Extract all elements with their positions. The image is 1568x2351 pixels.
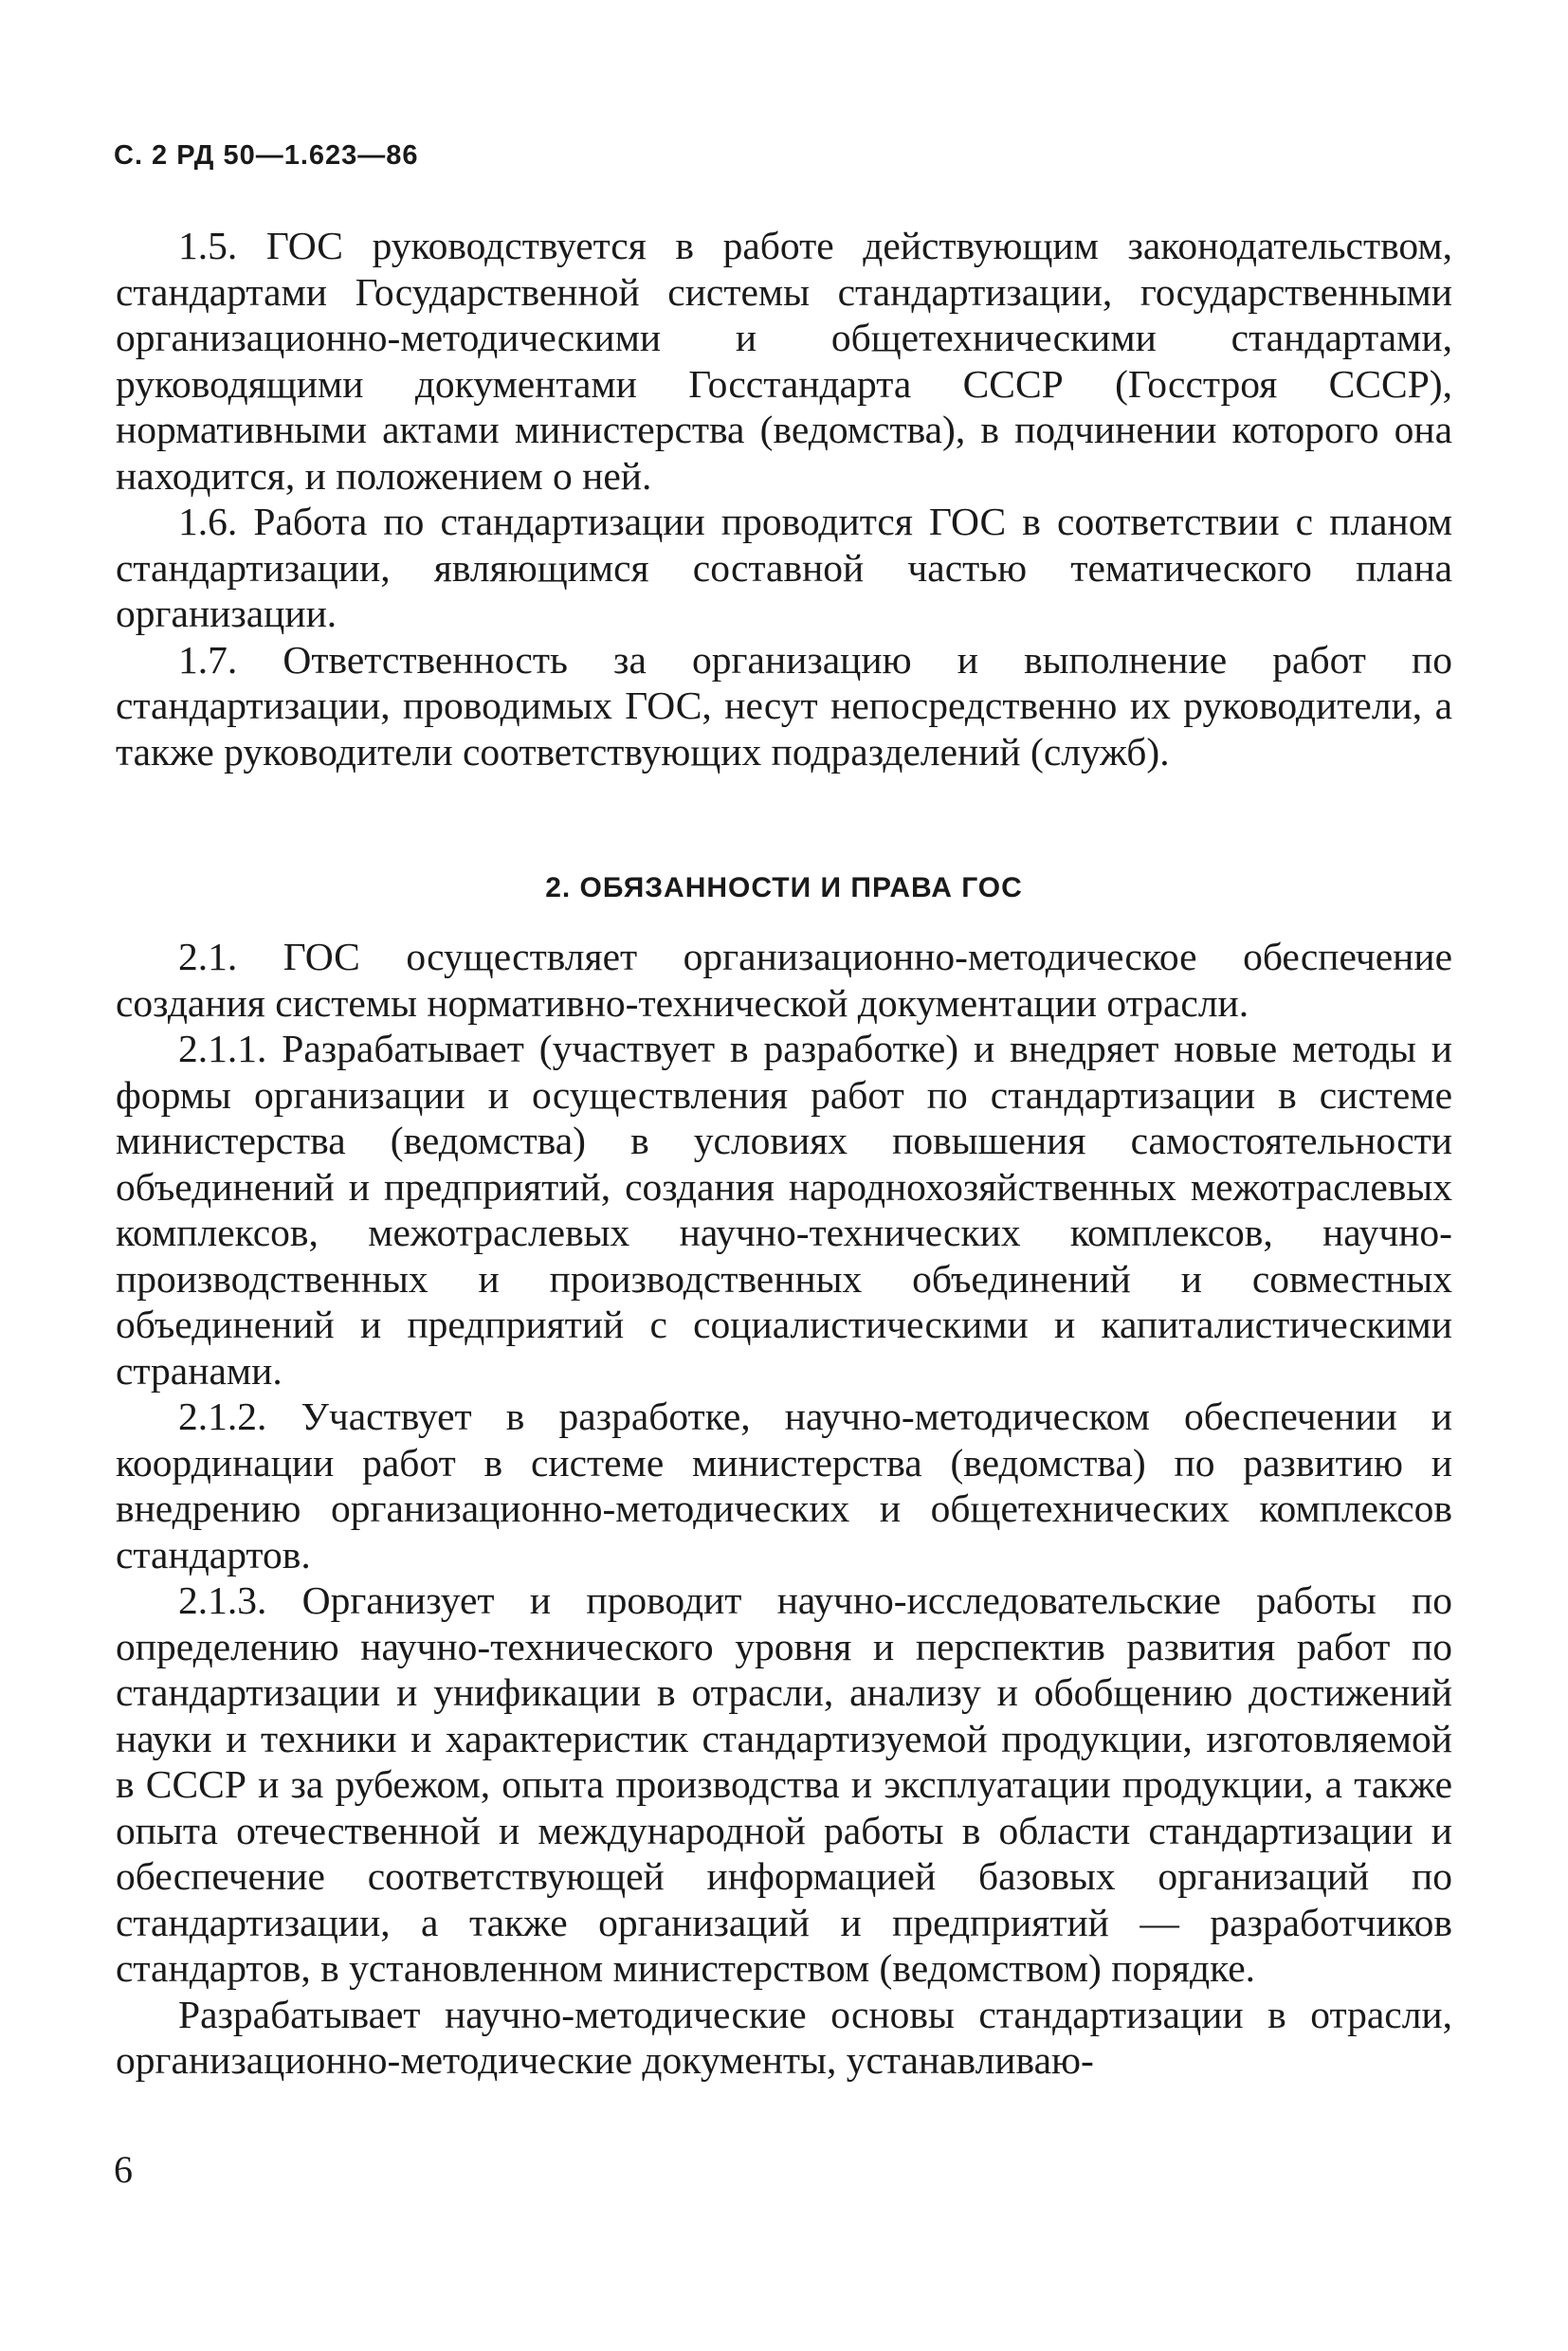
paragraph-continuation: Разрабатывает научно-методические основы стандартизации в отрасли, организационно-методические документы, устанавливаю- <box>116 1992 1452 2082</box>
text-block-section-1 <box>116 223 1452 775</box>
page-header: С. 2 РД 50—1.623—86 <box>114 140 419 171</box>
paragraph-1-5: 1.5. ГОС руководствуется в работе действующим законодательством, стандартами Государственной системы стандартизации, государственными организационно-методическими и общетехническими стандартами, руководящими документами Госстандарта СССР (Госстроя СССР), нормативными актами министерства (ведомства), в подчинении которого она находится, и положением о ней. <box>116 224 1452 498</box>
text-block-section-2 <box>116 934 1452 2084</box>
paragraph-1-7: 1.7. Ответственность за организацию и выполнение работ по стандартизации, проводимых ГОС, несут непосредственно их руководители, а также руководители соответствующих подразделений (служб). <box>116 637 1452 774</box>
paragraph-2-1-2: 2.1.2. Участвует в разработке, научно-методическом обеспечении и координации работ в системе министерства (ведомства) по развитию и внедрению организационно-методических и общетехнических комплексов стандартов. <box>116 1394 1452 1576</box>
paragraph-2-1-1: 2.1.1. Разрабатывает (участвует в разработке) и внедряет новые методы и формы организации и осуществления работ по стандартизации в системе министерства (ведомства) в условиях повышения самостоятельности объединений и предприятий, создания народнохозяйственных межотраслевых комплексов, межотраслевых научно-технических комплексов, научно-производственных и производственных объединений и совместных объединений и предприятий с социалистическими и капиталистическими странами. <box>116 1027 1452 1393</box>
section-title: 2. ОБЯЗАННОСТИ И ПРАВА ГОС <box>545 872 1023 903</box>
paragraph-1-6: 1.6. Работа по стандартизации проводится ГОС в соответствии с планом стандартизации, являющимся составной частью тематического плана организации. <box>116 500 1452 635</box>
paragraph-2-1: 2.1. ГОС осуществляет организационно-методическое обеспечение создания системы нормативно-технической документации отрасли. <box>116 935 1452 1025</box>
page-number: 6 <box>114 2148 133 2191</box>
paragraph-2-1-3: 2.1.3. Организует и проводит научно-исследовательские работы по определению научно-технического уровня и перспектив развития работ по стандартизации и унификации в отрасли, анализу и обобщению достижений науки и техники и характеристик стандартизуемой продукции, изготовляемой в СССР и за рубежом, опыта производства и эксплуатации продукции, а также опыта отечественной и международной работы в области стандартизации и обеспечение соответствующей информацией базовых организаций по стандартизации, а также организаций и предприятий — разработчиков стандартов, в установленном министерством (ведомством) порядке. <box>116 1578 1452 1990</box>
